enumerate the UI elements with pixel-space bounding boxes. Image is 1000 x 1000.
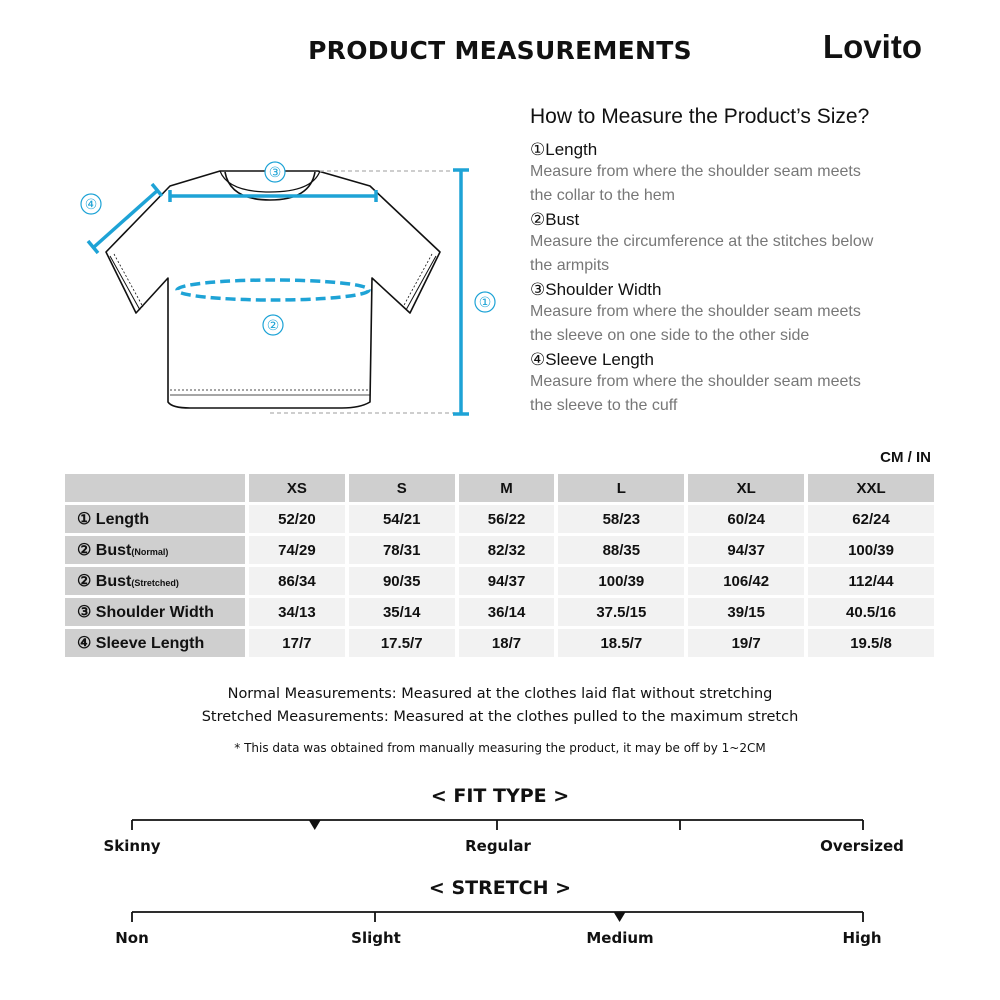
row-label bbox=[65, 536, 245, 564]
table-cell: 60/24 bbox=[684, 505, 804, 533]
measure-item-length bbox=[530, 139, 950, 207]
table-row bbox=[65, 629, 934, 657]
table-cell: 74/29 bbox=[245, 536, 345, 564]
size-header: XXL bbox=[804, 474, 934, 502]
measure-name: ④Sleeve Length bbox=[530, 350, 654, 369]
table-cell: 90/35 bbox=[345, 567, 455, 595]
measure-desc bbox=[530, 370, 950, 417]
table-cell: 94/37 bbox=[684, 536, 804, 564]
row-label-text: ③ Shoulder Width bbox=[77, 604, 214, 621]
table-cell: 112/44 bbox=[804, 567, 934, 595]
measure-desc-line: the collar to the hem bbox=[530, 186, 675, 204]
row-label-text: ④ Sleeve Length bbox=[77, 635, 205, 652]
how-to-measure bbox=[530, 105, 950, 419]
table-cell: 17.5/7 bbox=[345, 629, 455, 657]
table-cell: 35/14 bbox=[345, 598, 455, 626]
row-label-sub: (Normal) bbox=[131, 547, 169, 557]
row-label-text: ② Bust bbox=[77, 573, 132, 590]
table-cell: 94/37 bbox=[455, 567, 555, 595]
measure-desc-line: Measure from where the shoulder seam meets bbox=[530, 163, 861, 180]
tshirt-measurement-diagram bbox=[70, 150, 510, 430]
measure-desc-line: Measure from where the shoulder seam meets bbox=[530, 373, 861, 390]
stretch-label-slight: Slight bbox=[351, 929, 401, 947]
stretched-note: Stretched Measurements: Measured at the clothes pulled to the maximum stretch bbox=[201, 709, 799, 725]
table-cell: 40.5/16 bbox=[804, 598, 934, 626]
row-label bbox=[65, 505, 245, 533]
fit-type-indicator bbox=[309, 820, 321, 830]
fit-label-skinny: Skinny bbox=[103, 837, 161, 855]
size-header: M bbox=[455, 474, 555, 502]
page-title: PRODUCT MEASUREMENTS bbox=[308, 36, 692, 65]
size-header: XL bbox=[684, 474, 804, 502]
measure-desc-line: the armpits bbox=[530, 256, 610, 274]
size-header: S bbox=[345, 474, 455, 502]
measure-item-bust bbox=[530, 209, 950, 277]
marker-sleeve: ④ bbox=[84, 197, 98, 213]
table-cell: 19.5/8 bbox=[804, 629, 934, 657]
table-cell: 37.5/15 bbox=[554, 598, 684, 626]
measure-desc bbox=[530, 160, 950, 207]
table-row bbox=[65, 567, 934, 595]
stretch-title: < STRETCH > bbox=[428, 877, 572, 899]
stretch-indicator bbox=[614, 912, 626, 922]
measure-name: ①Length bbox=[530, 140, 598, 159]
table-cell: 106/42 bbox=[684, 567, 804, 595]
table-cell: 52/20 bbox=[245, 505, 345, 533]
stretch-label-medium: Medium bbox=[586, 929, 654, 947]
size-header: XS bbox=[245, 474, 345, 502]
row-label bbox=[65, 567, 245, 595]
brand-logo: Lovito bbox=[823, 28, 922, 65]
table-cell: 36/14 bbox=[455, 598, 555, 626]
table-cell: 82/32 bbox=[455, 536, 555, 564]
measure-desc-line: the sleeve on one side to the other side bbox=[530, 326, 810, 344]
row-label-text: ② Bust bbox=[77, 542, 132, 559]
marker-bust: ② bbox=[266, 318, 280, 334]
table-cell: 54/21 bbox=[345, 505, 455, 533]
unit-label: CM / IN bbox=[880, 449, 931, 466]
row-label-sub: (Stretched) bbox=[131, 578, 179, 588]
measure-name: ③Shoulder Width bbox=[530, 280, 662, 299]
fit-type-title: < FIT TYPE > bbox=[430, 785, 570, 807]
table-cell: 34/13 bbox=[245, 598, 345, 626]
fit-label-regular: Regular bbox=[465, 837, 531, 855]
table-header-row bbox=[65, 474, 934, 502]
sleeve-line bbox=[94, 190, 158, 247]
measurement-notes bbox=[0, 683, 1000, 729]
table-row bbox=[65, 505, 934, 533]
measure-desc bbox=[530, 300, 950, 347]
table-row bbox=[65, 598, 934, 626]
table-corner bbox=[65, 474, 245, 502]
measure-item-shoulder bbox=[530, 279, 950, 347]
stretch-label-non: Non bbox=[115, 929, 149, 947]
table-cell: 18/7 bbox=[455, 629, 555, 657]
measure-desc-line: the sleeve to the cuff bbox=[530, 396, 678, 414]
row-label-text: ① Length bbox=[77, 511, 150, 528]
measure-desc bbox=[530, 230, 950, 277]
size-header: L bbox=[554, 474, 684, 502]
fit-label-oversized: Oversized bbox=[820, 837, 904, 855]
table-cell: 100/39 bbox=[554, 567, 684, 595]
measure-desc-line: Measure the circumference at the stitches below bbox=[530, 233, 874, 250]
row-label bbox=[65, 629, 245, 657]
how-to-title: How to Measure the Product’s Size? bbox=[530, 105, 870, 128]
measure-name: ②Bust bbox=[530, 210, 580, 229]
measure-item-sleeve bbox=[530, 349, 950, 417]
table-cell: 18.5/7 bbox=[554, 629, 684, 657]
table-row bbox=[65, 536, 934, 564]
disclaimer: * This data was obtained from manually measuring the product, it may be off by 1~2CM bbox=[234, 741, 766, 755]
marker-shoulder: ③ bbox=[268, 165, 282, 181]
tshirt-outline bbox=[106, 171, 440, 408]
table-cell: 19/7 bbox=[684, 629, 804, 657]
table-cell: 62/24 bbox=[804, 505, 934, 533]
row-label bbox=[65, 598, 245, 626]
marker-length: ① bbox=[478, 295, 492, 311]
table-cell: 100/39 bbox=[804, 536, 934, 564]
table-cell: 78/31 bbox=[345, 536, 455, 564]
measure-desc-line: Measure from where the shoulder seam meets bbox=[530, 303, 861, 320]
table-cell: 86/34 bbox=[245, 567, 345, 595]
bust-ellipse bbox=[177, 280, 369, 300]
table-cell: 39/15 bbox=[684, 598, 804, 626]
normal-note: Normal Measurements: Measured at the clothes laid flat without stretching bbox=[227, 686, 773, 702]
stretch-label-high: High bbox=[842, 929, 882, 947]
table-cell: 17/7 bbox=[245, 629, 345, 657]
table-cell: 88/35 bbox=[554, 536, 684, 564]
table-cell: 56/22 bbox=[455, 505, 555, 533]
size-chart-table bbox=[65, 471, 934, 660]
table-cell: 58/23 bbox=[554, 505, 684, 533]
